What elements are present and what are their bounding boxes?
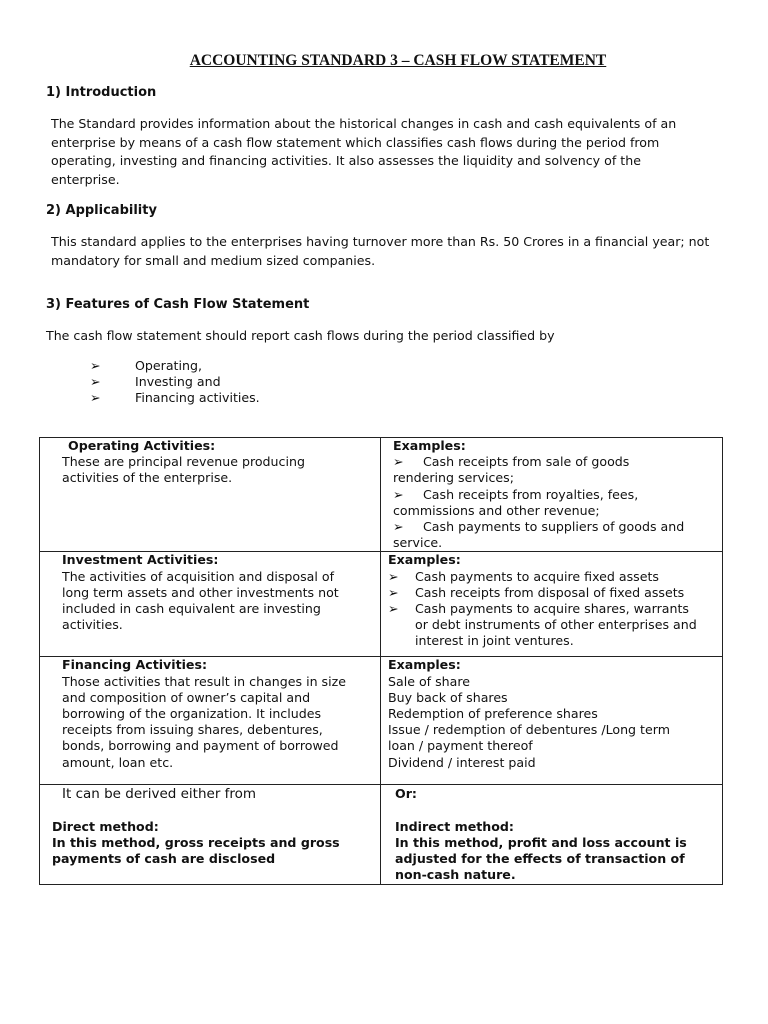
direct-method-title: Direct method: [52,818,159,834]
examples-title: Examples: [388,657,461,673]
table-row [40,785,723,885]
table-row [40,438,723,552]
text-line: adjusted for the effects of transaction of [395,851,685,867]
list-item: Sale of share [388,673,471,689]
examples-title: Examples: [388,552,461,568]
arrow-bullet-icon: ➢ [393,519,404,535]
arrow-bullet-icon: ➢ [393,454,404,470]
text-line: This standard applies to the enterprises having turnover more than Rs. 50 Crores in a financial year; not [51,234,710,249]
text-line: enterprise. [51,171,120,187]
text-line: activities. [62,617,123,633]
text-line: In this method, profit and loss account is [395,834,687,850]
text-line: bonds, borrowing and payment of borrowed [62,738,339,754]
text-line: non-cash nature. [395,867,516,883]
investment-examples-cell [381,552,723,657]
list-item: ➢ Cash receipts from royalties, fees, [393,486,639,502]
applicability-heading: 2) Applicability [46,203,157,218]
operating-examples-cell [381,438,723,552]
operating-activities-cell [40,438,381,552]
features-heading: 3) Features of Cash Flow Statement [46,297,310,312]
indirect-method-cell [381,785,723,885]
or-label: Or: [395,786,417,802]
list-item: ➢ Financing activities. [90,390,260,405]
list-item: loan / payment thereof [388,738,533,754]
list-item: ➢ Cash payments to acquire fixed assets [388,568,659,584]
list-item: Redemption of preference shares [388,706,598,722]
list-item: ➢ Cash payments to suppliers of goods and [393,519,685,535]
operating-activities-title: Operating Activities: [68,438,216,453]
list-item: ➢ Operating, [90,358,202,373]
table-row [40,552,723,657]
arrow-bullet-icon: ➢ [393,486,404,502]
page-title: ACCOUNTING STANDARD 3 – CASH FLOW STATEMENT [189,52,607,69]
financing-examples-cell [381,657,723,785]
text-line: These are principal revenue producing [62,454,305,470]
activity-bullet-list [90,358,260,406]
text-line: activities of the enterprise. [62,470,233,486]
text-line: Those activities that result in changes in size [62,673,346,689]
introduction-heading: 1) Introduction [46,85,157,100]
list-item: ➢ Cash receipts from disposal of fixed assets [388,584,685,600]
list-item: Buy back of shares [388,689,508,705]
arrow-bullet-icon: ➢ [90,390,101,405]
indirect-method-title: Indirect method: [395,818,514,834]
table-row [40,657,723,785]
text-line: service. [393,535,443,551]
investment-activities-title: Investment Activities: [62,552,219,568]
text-line: long term assets and other investments not [62,584,339,600]
text-line: receipts from issuing shares, debentures, [62,722,323,738]
direct-method-cell [40,785,381,885]
list-item: Dividend / interest paid [388,754,536,770]
text-line: commissions and other revenue; [393,502,600,518]
arrow-bullet-icon: ➢ [388,601,399,617]
arrow-bullet-icon: ➢ [90,374,101,389]
arrow-bullet-icon: ➢ [388,584,399,600]
text-line: borrowing of the organization. It includes [62,706,322,722]
activities-table [39,437,723,885]
applicability-paragraph [51,233,709,270]
text-line: enterprise by means of a cash flow statement which classifies cash flows during the period from [51,134,660,150]
list-item: Issue / redemption of debentures /Long term [388,722,670,738]
text-line: amount, loan etc. [62,754,174,770]
examples-title: Examples: [393,438,466,453]
text-line: mandatory for small and medium sized companies. [51,252,376,268]
text-line: operating, investing and financing activities. It also assesses the liquidity and solvency of the [51,153,641,168]
introduction-paragraph [51,115,676,189]
text-line: and composition of owner’s capital and [62,689,311,705]
financing-activities-cell [40,657,381,785]
text-line: rendering services; [393,470,514,486]
text-line: The Standard provides information about the historical changes in cash and cash equivalents of an [51,116,677,131]
list-item: ➢ Investing and [90,374,221,389]
text-line: included in cash equivalent are investing [62,601,321,617]
derived-from-text: It can be derived either from [62,786,257,803]
text-line: In this method, gross receipts and gross [52,834,340,850]
arrow-bullet-icon: ➢ [90,358,101,373]
arrow-bullet-icon: ➢ [388,568,399,584]
text-line: payments of cash are disclosed [52,851,276,867]
features-intro-text: The cash flow statement should report cash flows during the period classified by [46,328,555,343]
text-line: The activities of acquisition and disposal of [62,568,335,584]
list-item: ➢ Cash payments to acquire shares, warrants or debt instruments of other enterprises and interest in joint ventures. [388,601,697,649]
list-item: ➢ Cash receipts from sale of goods [393,454,630,470]
investment-activities-cell [40,552,381,657]
financing-activities-title: Financing Activities: [62,657,207,673]
